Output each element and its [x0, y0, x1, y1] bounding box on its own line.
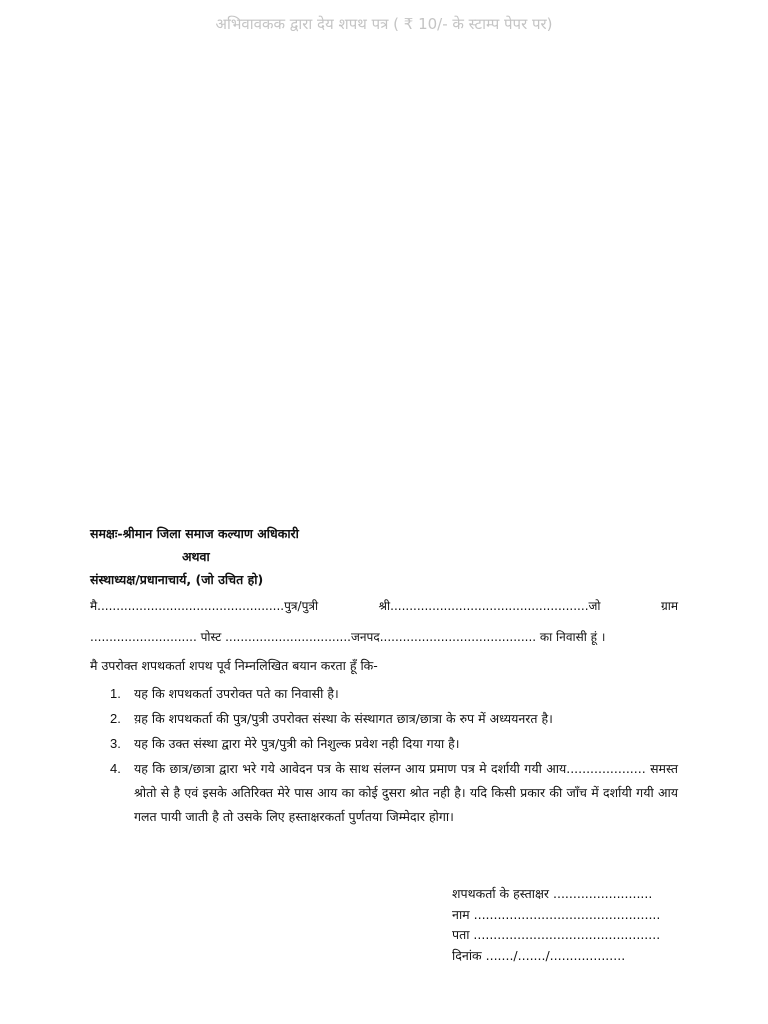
declarant-village-label: ग्राम — [660, 599, 678, 613]
declarant-line-2: ............................ पोस्ट .................................जनपद......................................... का निवासी हूं । — [90, 630, 606, 644]
declaration-intro: मै उपरोक्त शपथकर्ता शपथ पूर्व निम्नलिखित बयान करता हूँ कि- — [90, 658, 378, 673]
signature-block — [452, 884, 660, 966]
clause-item — [110, 757, 678, 829]
declarant-name-blank: मै.................................................पुत्र/पुत्री — [90, 599, 319, 613]
signature-line: शपथकर्ता के हस्ताक्षर ......................... — [452, 886, 653, 901]
addressee-block — [90, 522, 299, 591]
clause-number: 1. — [110, 686, 121, 701]
declarant-line-1 — [90, 597, 678, 614]
addressee-district-officer: समक्षः-श्रीमान जिला समाज कल्याण अधिकारी — [90, 526, 299, 541]
clause-text: य़ह कि शपथकर्ता की पुत्र/पुत्री उपरोक्त संस्था के संस्थागत छात्र/छात्रा के रुप में अध्ययनरत है। — [134, 711, 553, 726]
clause-text: यह कि उक्त संस्था द्वारा मेरे पुत्र/पुत्री को निशुल्क प्रवेश नही दिया गया है। — [134, 736, 460, 751]
declaration-clauses — [110, 682, 678, 830]
addressee-or: अथवा — [182, 549, 210, 564]
declarant-father-blank: श्री....................................................जो — [378, 599, 601, 613]
clause-item — [110, 732, 678, 756]
date-line: दिनांक ......./......./................... — [452, 947, 626, 963]
address-line: पता ............................................... — [452, 927, 661, 942]
clause-number: 4. — [110, 761, 121, 776]
addressee-principal: संस्थाध्यक्ष/प्रधानाचार्य, (जो उचित हो) — [90, 572, 264, 587]
clause-text: यह कि छात्र/छात्रा द्वारा भरे गये आवेदन पत्र के साथ संलग्न आय प्रमाण पत्र मे दर्शायी गयी आय.................... समस्त श्रोतो से है एवं इसके अतिरिक्त मेरे पास आय का कोई दुसरा श्रोत नही है। यदि किसी प्रकार की जाँच में दर्शायी गयी आय गलत पायी जाती है तो उसके लिए हस्ताक्षरकर्ता पुर्णतया जिम्मेदार होगा। — [134, 761, 678, 824]
page-title: अभिवावकक द्वारा देय शपथ पत्र ( ₹ 10/- के स्टाम्प पेपर पर) — [215, 15, 553, 33]
clause-number: 3. — [110, 736, 121, 751]
name-line: नाम ............................................... — [452, 906, 661, 922]
clause-item — [110, 707, 678, 731]
clause-text: यह कि शपथकर्ता उपरोक्त पते का निवासी है। — [134, 686, 339, 701]
clause-number: 2. — [110, 711, 121, 726]
clause-item — [110, 682, 678, 706]
